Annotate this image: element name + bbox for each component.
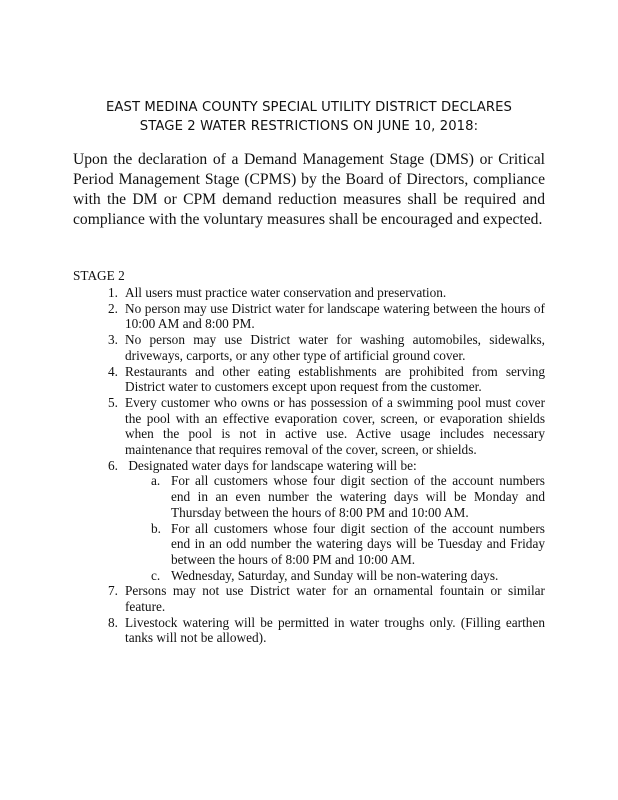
document-title-line-2: STAGE 2 WATER RESTRICTIONS ON JUNE 10, 2018: — [139, 119, 479, 134]
item-number: 1. — [108, 285, 118, 300]
item-number: 5. — [108, 394, 118, 410]
sub-item-letter: c. — [151, 567, 161, 583]
list-item — [73, 583, 545, 614]
intro-paragraph: Upon the declaration of a Demand Management Stage (DMS) or Critical Period Management Stage (CPMS) by the Board of Directors, compliance with the DM or CPM demand reduction measures shall be required and compliance with the voluntary measures shall be encouraged and expected. — [73, 151, 545, 228]
list-item — [73, 458, 545, 584]
item-text: All users must practice water conservation and preservation. — [125, 285, 447, 300]
sub-list-item — [147, 473, 545, 520]
item-text: Designated water days for landscape watering will be: — [125, 457, 417, 473]
item-number: 6. — [108, 457, 118, 473]
item-text: No person may use District water for landscape watering between the hours of 10:00 AM and 8:00 PM. — [125, 300, 545, 332]
item-text: Every customer who owns or has possession of a swimming pool must cover the pool with an effective evaporation cover, screen, or evaporation shields when the pool is not in active use. Active usage includes necessary maintenance that requires removal of the cover, screen, or shields. — [125, 394, 545, 458]
list-item — [73, 285, 545, 301]
item-number: 4. — [108, 363, 118, 379]
item-text: Livestock watering will be permitted in water troughs only. (Filling earthen tanks will not be allowed). — [125, 614, 545, 646]
sub-item-letter: a. — [151, 473, 161, 489]
sub-list-item — [147, 521, 545, 568]
list-item — [73, 364, 545, 395]
document-title-line-1: EAST MEDINA COUNTY SPECIAL UTILITY DISTRICT DECLARES — [105, 100, 513, 115]
item-text: Persons may not use District water for an ornamental fountain or similar feature. — [125, 583, 545, 615]
list-item — [73, 301, 545, 332]
list-item — [73, 332, 545, 363]
item-number: 8. — [108, 614, 118, 630]
item-text: No person may use District water for washing automobiles, sidewalks, driveways, carports, or any other type of artificial ground cover. — [125, 332, 545, 363]
restriction-list — [73, 285, 545, 646]
sub-item-text: For all customers whose four digit section of the account numbers end in an even number the watering days will be Monday and Thursday between the hours of 8:00 PM and 10:00 AM. — [171, 473, 545, 520]
item-text: Restaurants and other eating establishments are prohibited from serving District water to customers except upon request from the customer. — [125, 363, 545, 395]
stage-heading: STAGE 2 — [73, 268, 125, 283]
sub-item-letter: b. — [151, 520, 161, 536]
sub-list-item — [147, 568, 545, 584]
list-item — [73, 395, 545, 458]
item-number: 2. — [108, 300, 118, 316]
item-number: 7. — [108, 583, 118, 599]
sub-item-text: For all customers whose four digit section of the account numbers end in an odd number the watering days will be Tuesday and Friday between the hours of 8:00 PM and 10:00 AM. — [171, 520, 545, 567]
item-number: 3. — [108, 332, 118, 348]
watering-days-sublist — [125, 473, 545, 583]
list-item — [73, 615, 545, 646]
sub-item-text: Wednesday, Saturday, and Sunday will be non-watering days. — [171, 567, 499, 583]
